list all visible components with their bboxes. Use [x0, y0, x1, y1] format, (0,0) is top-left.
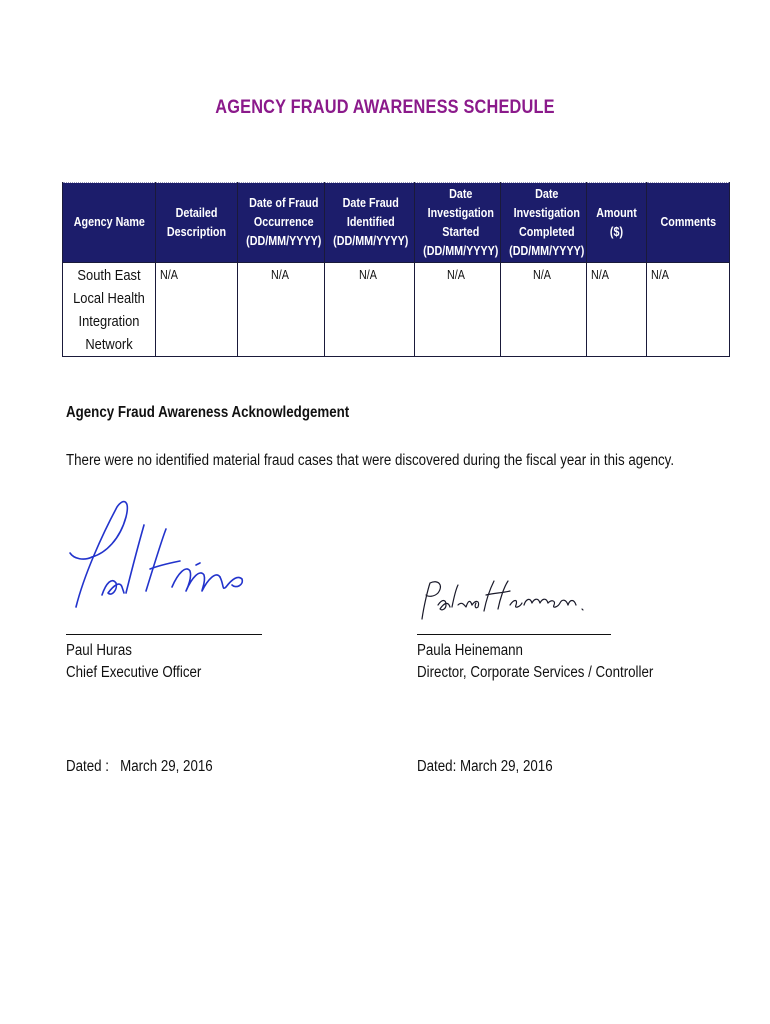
table-row — [63, 263, 730, 357]
table-header-row — [63, 183, 730, 263]
page-title: AGENCY FRAUD AWARENESS SCHEDULE — [215, 97, 555, 118]
cell-date-of-occurrence: N/A — [238, 263, 325, 357]
cell-date-identified: N/A — [325, 263, 415, 357]
cell-investigation-completed: N/A — [501, 263, 587, 357]
fraud-schedule-table — [62, 182, 730, 357]
signature-line-left — [66, 634, 262, 635]
header-amount: Amount ($) — [587, 183, 647, 263]
cell-amount: N/A — [587, 263, 647, 357]
signatory-role-right: Director, Corporate Services / Controller — [417, 664, 654, 681]
header-investigation-started: Date Investigation Started (DD/MM/YYYY) — [415, 183, 501, 263]
acknowledgement-heading: Agency Fraud Awareness Acknowledgement — [66, 404, 350, 421]
header-comments: Comments — [647, 183, 730, 263]
header-agency-name: Agency Name — [63, 183, 156, 263]
cell-comments: N/A — [647, 263, 730, 357]
dated-right: Dated: March 29, 2016 — [417, 758, 553, 775]
signature-line-right — [417, 634, 611, 635]
acknowledgement-text: There were no identified material fraud cases that were discovered during the fiscal year in this agency. — [66, 452, 675, 469]
signatory-name-right: Paula Heinemann — [417, 642, 523, 659]
cell-investigation-started: N/A — [415, 263, 501, 357]
signature-paul-huras — [62, 495, 262, 615]
dated-left: Dated : March 29, 2016 — [66, 758, 213, 775]
header-detailed-description: Detailed Description — [156, 183, 238, 263]
signatory-name-left: Paul Huras — [66, 642, 132, 659]
signature-paula-heinemann — [414, 575, 594, 625]
header-date-identified: Date Fraud Identified (DD/MM/YYYY) — [325, 183, 415, 263]
signatory-role-left: Chief Executive Officer — [66, 664, 202, 681]
header-date-of-occurrence: Date of Fraud Occurrence (DD/MM/YYYY) — [238, 183, 325, 263]
header-investigation-completed: Date Investigation Completed (DD/MM/YYYY) — [501, 183, 587, 263]
cell-detailed-description: N/A — [156, 263, 238, 357]
cell-agency-name: South East Local Health Integration Network — [63, 263, 156, 357]
